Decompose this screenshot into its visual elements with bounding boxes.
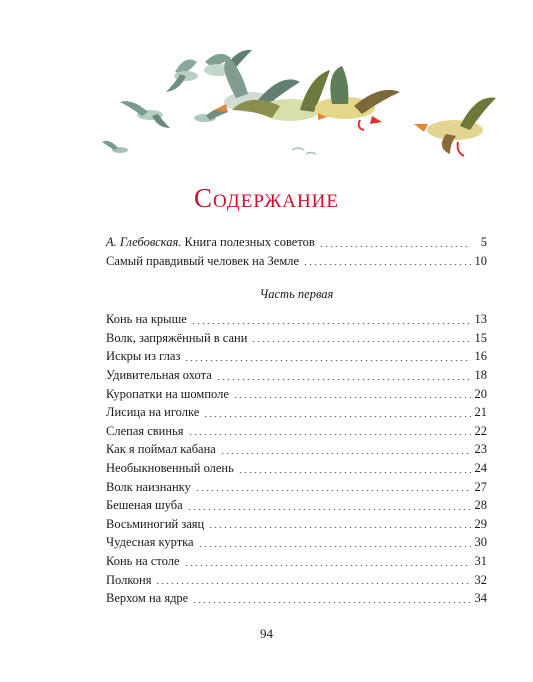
toc-entry-title: Бешеная шуба (106, 498, 183, 513)
dot-leader (187, 509, 471, 510)
dot-leader (238, 472, 471, 473)
toc-entry-page: 27 (474, 479, 487, 494)
bird-icon (120, 101, 170, 128)
toc-entry (106, 403, 487, 422)
toc-entry (106, 515, 487, 534)
toc-entry (106, 496, 487, 515)
toc-entry-page: 20 (474, 386, 487, 401)
dot-leader (319, 246, 471, 247)
dot-leader (203, 416, 470, 417)
dot-leader (155, 583, 470, 584)
toc-entry-page: 10 (474, 253, 487, 268)
toc-entry (106, 589, 487, 608)
toc-entry-title: Конь на крыше (106, 312, 187, 327)
toc-entry-page: 28 (474, 498, 487, 513)
dot-leader (303, 264, 470, 265)
bird-icon (166, 60, 198, 92)
toc-entry (106, 422, 487, 441)
toc-entry-page: 34 (474, 591, 487, 606)
toc-entry-page: 18 (474, 367, 487, 382)
toc-entry-title: Как я поймал кабана (106, 442, 216, 457)
toc-entry-title: Чудесная куртка (106, 535, 194, 550)
toc-entry-title: Верхом на ядре (106, 591, 189, 606)
toc-entry-page: 15 (474, 330, 487, 345)
page-title: Содержание (193, 183, 340, 213)
section-entries (106, 310, 487, 608)
dot-leader (195, 490, 471, 491)
toc-entry (106, 310, 487, 329)
toc-entry (106, 252, 487, 271)
page-number: 94 (260, 626, 273, 641)
dot-leader (184, 360, 470, 361)
toc-entry-title: Слепая свинья (106, 423, 184, 438)
toc-entry-page: 24 (474, 460, 487, 475)
toc-entry (106, 347, 487, 366)
toc-entry (106, 459, 487, 478)
toc-entry-title: Полконя (106, 572, 152, 587)
toc-entry (106, 533, 487, 552)
toc-entry-page: 13 (474, 312, 487, 327)
toc-entry-title: Волк наизнанку (106, 479, 191, 494)
toc-entry (106, 366, 487, 385)
toc-entry-title: Книга полезных советов (184, 235, 315, 249)
toc-entry (106, 440, 487, 459)
toc-entry-author: А. Глебовская. (106, 235, 182, 249)
toc-entry-page: 31 (474, 553, 487, 568)
toc-entry-page: 30 (474, 535, 487, 550)
toc-entry (106, 571, 487, 590)
toc-entry-page: 21 (474, 405, 487, 420)
toc-entry-page: 16 (474, 349, 487, 364)
section-heading: Часть первая (259, 287, 334, 302)
toc-entry-title: Необыкновенный олень (106, 460, 234, 475)
toc-entry-page: 29 (474, 516, 487, 531)
toc-entry (106, 478, 487, 497)
dot-leader (198, 546, 471, 547)
toc-entry (106, 329, 487, 348)
toc-entry-title: Искры из глаз (106, 349, 181, 364)
toc-entry-title: Лисица на иголке (106, 405, 200, 420)
dot-leader (216, 379, 471, 380)
dot-leader (208, 527, 470, 528)
dot-leader (220, 453, 471, 454)
flying-geese-illustration (0, 0, 533, 175)
dot-leader (192, 602, 470, 603)
toc-entry (106, 233, 487, 252)
toc-entry-title: Волк, запряжённый в сани (106, 330, 248, 345)
toc-entry-page: 5 (480, 235, 487, 249)
toc-entry-page: 22 (474, 423, 487, 438)
toc-entry-title: Восьминогий заяц (106, 516, 205, 531)
dot-leader (188, 434, 471, 435)
toc-entry-title: Удивительная охота (106, 367, 212, 382)
dot-leader (233, 397, 471, 398)
dot-leader (184, 565, 471, 566)
dot-leader (251, 341, 470, 342)
toc-entry (106, 385, 487, 404)
toc-entry-label (106, 233, 315, 252)
intro-entries (106, 233, 487, 270)
bird-icon (102, 141, 128, 153)
toc-entry-title: Конь на столе (106, 553, 180, 568)
toc-entry-page: 32 (474, 572, 487, 587)
toc-entry-page: 23 (474, 442, 487, 457)
toc-entry-title: Куропатки на шомполе (106, 386, 229, 401)
toc-entry-title: Самый правдивый человек на Земле (106, 253, 300, 268)
toc-entry (106, 552, 487, 571)
goose-icon (414, 98, 496, 156)
dot-leader (191, 323, 471, 324)
table-of-contents (106, 233, 487, 608)
